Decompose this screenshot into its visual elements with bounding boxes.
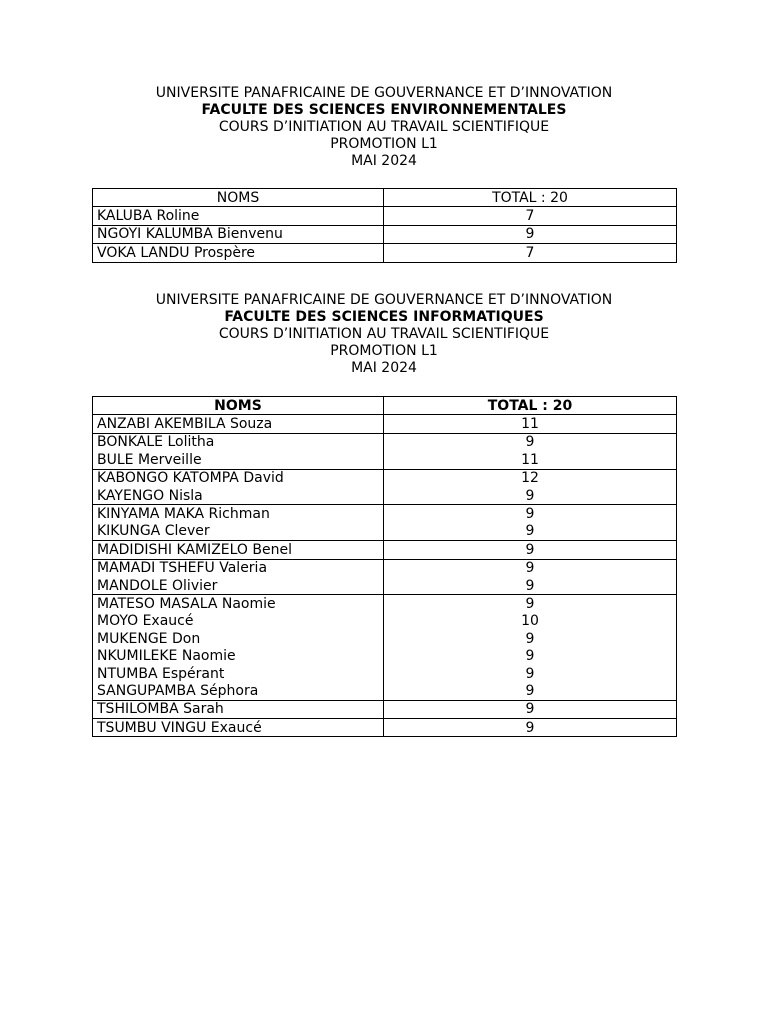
student-total: 9 bbox=[384, 487, 677, 505]
student-name: KAYENGO Nisla bbox=[93, 487, 384, 505]
student-total: 9 bbox=[384, 682, 677, 700]
table-row bbox=[93, 451, 677, 469]
student-name: KABONGO KATOMPA David bbox=[93, 469, 384, 487]
student-total: 11 bbox=[384, 415, 677, 433]
table-row bbox=[93, 523, 677, 541]
table-row bbox=[93, 433, 677, 451]
table-row bbox=[93, 682, 677, 700]
table-row bbox=[93, 207, 677, 225]
student-name: NTUMBA Espérant bbox=[93, 665, 384, 682]
section-environment-sciences bbox=[0, 85, 768, 261]
student-total: 9 bbox=[384, 433, 677, 451]
student-total: 9 bbox=[384, 505, 677, 523]
section-computer-sciences bbox=[0, 292, 768, 736]
student-name: VOKA LANDU Prospère bbox=[93, 244, 384, 262]
student-total: 9 bbox=[384, 719, 677, 737]
student-name: MOYO Exaucé bbox=[93, 613, 384, 630]
student-name: KINYAMA MAKA Richman bbox=[93, 505, 384, 523]
date-label: MAI 2024 bbox=[351, 360, 417, 376]
student-name: ANZABI AKEMBILA Souza bbox=[93, 415, 384, 433]
student-name: MADIDISHI KAMIZELO Benel bbox=[93, 541, 384, 559]
student-total: 9 bbox=[384, 665, 677, 682]
table-row bbox=[93, 719, 677, 737]
grades-table bbox=[92, 188, 677, 263]
table-row bbox=[93, 415, 677, 433]
university-title: UNIVERSITE PANAFRICAINE DE GOUVERNANCE ET D’INNOVATION bbox=[155, 85, 613, 101]
table-header-row bbox=[93, 397, 677, 415]
student-name: MUKENGE Don bbox=[93, 630, 384, 647]
faculty-title: FACULTE DES SCIENCES ENVIRONNEMENTALES bbox=[201, 102, 567, 118]
promotion-label: PROMOTION L1 bbox=[330, 136, 438, 152]
student-name: NKUMILEKE Naomie bbox=[93, 647, 384, 664]
table-row bbox=[93, 647, 677, 664]
student-total: 9 bbox=[384, 630, 677, 647]
column-header-total: TOTAL : 20 bbox=[384, 189, 677, 207]
table-row bbox=[93, 487, 677, 505]
student-total: 9 bbox=[384, 595, 677, 613]
table-row bbox=[93, 541, 677, 559]
table-row bbox=[93, 665, 677, 682]
student-total: 9 bbox=[384, 559, 677, 577]
student-name: NGOYI KALUMBA Bienvenu bbox=[93, 225, 384, 243]
student-total: 11 bbox=[384, 451, 677, 469]
student-name: TSUMBU VINGU Exaucé bbox=[93, 719, 384, 737]
promotion-label: PROMOTION L1 bbox=[330, 343, 438, 359]
course-title: COURS D’INITIATION AU TRAVAIL SCIENTIFIQUE bbox=[218, 119, 550, 135]
university-title: UNIVERSITE PANAFRICAINE DE GOUVERNANCE ET D’INNOVATION bbox=[155, 292, 613, 308]
student-total: 7 bbox=[384, 244, 677, 262]
table-row bbox=[93, 700, 677, 718]
student-name: BULE Merveille bbox=[93, 451, 384, 469]
table-row bbox=[93, 595, 677, 613]
student-total: 9 bbox=[384, 541, 677, 559]
student-name: BONKALE Lolitha bbox=[93, 433, 384, 451]
column-header-names: NOMS bbox=[93, 189, 384, 207]
table-row bbox=[93, 244, 677, 262]
student-name: TSHILOMBA Sarah bbox=[93, 700, 384, 718]
student-name: SANGUPAMBA Séphora bbox=[93, 682, 384, 700]
table-header-row bbox=[93, 189, 677, 207]
student-name: KALUBA Roline bbox=[93, 207, 384, 225]
student-total: 12 bbox=[384, 469, 677, 487]
date-label: MAI 2024 bbox=[351, 153, 417, 169]
faculty-title: FACULTE DES SCIENCES INFORMATIQUES bbox=[224, 309, 544, 325]
student-name: MAMADI TSHEFU Valeria bbox=[93, 559, 384, 577]
column-header-total: TOTAL : 20 bbox=[384, 397, 677, 415]
table-row bbox=[93, 225, 677, 243]
table-row bbox=[93, 613, 677, 630]
student-total: 9 bbox=[384, 523, 677, 541]
course-title: COURS D’INITIATION AU TRAVAIL SCIENTIFIQUE bbox=[218, 326, 550, 342]
grades-table bbox=[92, 396, 677, 737]
table-row bbox=[93, 505, 677, 523]
table-row bbox=[93, 577, 677, 595]
student-name: KIKUNGA Clever bbox=[93, 523, 384, 541]
student-total: 9 bbox=[384, 647, 677, 664]
student-total: 10 bbox=[384, 613, 677, 630]
student-name: MATESO MASALA Naomie bbox=[93, 595, 384, 613]
student-total: 9 bbox=[384, 700, 677, 718]
table-row bbox=[93, 630, 677, 647]
student-name: MANDOLE Olivier bbox=[93, 577, 384, 595]
table-row bbox=[93, 559, 677, 577]
student-total: 9 bbox=[384, 577, 677, 595]
student-total: 7 bbox=[384, 207, 677, 225]
column-header-names: NOMS bbox=[93, 397, 384, 415]
table-row bbox=[93, 469, 677, 487]
student-total: 9 bbox=[384, 225, 677, 243]
